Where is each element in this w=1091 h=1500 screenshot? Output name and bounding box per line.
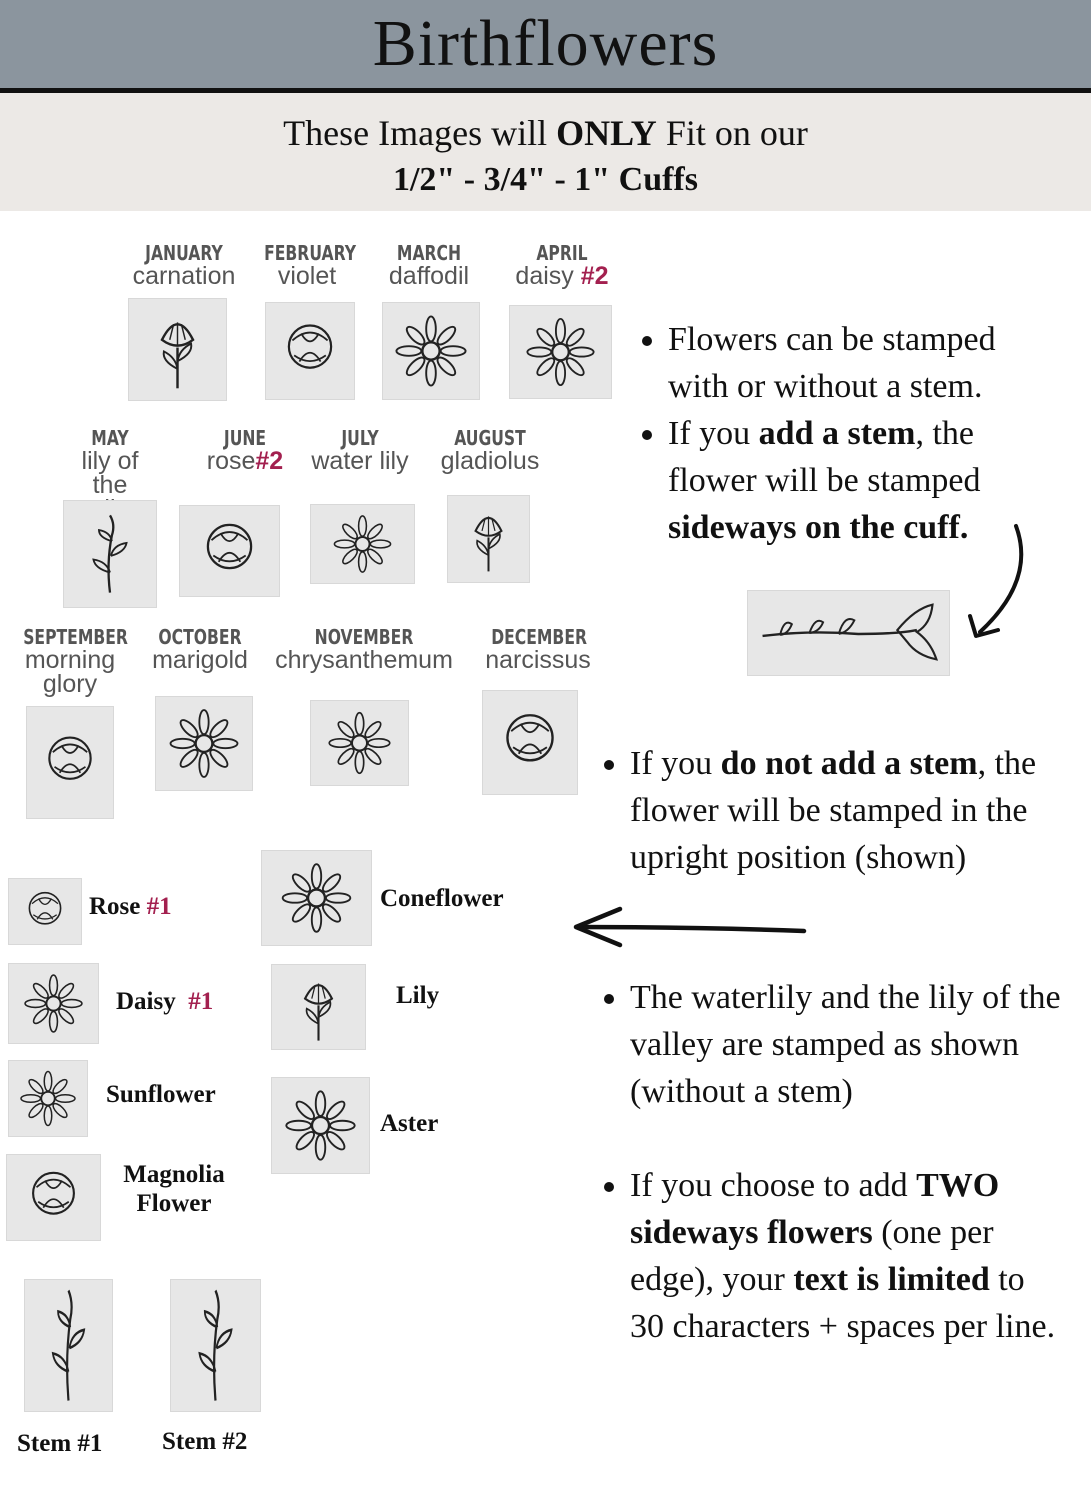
flower-name: chrysanthemum	[275, 646, 453, 674]
stem-icon	[24, 1279, 113, 1412]
notes-no-stem	[592, 740, 1078, 881]
violet-icon	[265, 302, 355, 400]
month-name: DECEMBER	[491, 625, 587, 649]
extra-label-daisy	[116, 988, 213, 1016]
note-text-limit	[630, 1162, 1062, 1350]
month-label-february	[252, 242, 362, 288]
month-name: SEPTEMBER	[23, 625, 128, 649]
coneflower-icon	[261, 850, 372, 946]
rose-icon	[179, 505, 280, 597]
month-name: MAY	[91, 426, 129, 450]
subtitle-text: Fit on our	[656, 113, 808, 153]
variant-number: #2	[255, 447, 284, 475]
note-stem-optional: • Flowers can be stamped with or without a stem.	[668, 316, 1050, 410]
note-emphasis: add a stem	[758, 415, 916, 452]
daffodil-icon	[382, 302, 480, 400]
notes-exceptions	[592, 974, 1062, 1115]
stem-icon	[170, 1279, 261, 1412]
month-label-july	[302, 427, 418, 473]
left-arrow-icon	[566, 905, 811, 949]
sunflower-icon	[8, 1060, 88, 1137]
note-emphasis: sideways on the cuff.	[668, 509, 969, 546]
month-name: OCTOBER	[158, 625, 242, 649]
note-text: If you	[668, 415, 759, 452]
daisy-icon	[509, 305, 612, 399]
month-label-august	[432, 427, 548, 473]
flower-name: lily of the	[81, 447, 139, 499]
flower-name: violet	[277, 262, 337, 290]
page-title: Birthflowers	[372, 7, 719, 80]
extra-text: Rose	[89, 893, 141, 920]
month-label-june	[190, 427, 300, 473]
water-lily-icon	[310, 504, 415, 584]
month-label-november	[266, 626, 462, 672]
magnolia-icon	[6, 1154, 101, 1241]
note-waterlily-lily: • The waterlily and the lily of the valley are stamped as shown (without a stem)	[630, 974, 1062, 1115]
month-name: JANUARY	[145, 241, 223, 265]
extra-label-rose	[89, 893, 172, 921]
notes-stem	[630, 316, 1050, 551]
subtitle-text: These Images will	[283, 113, 557, 153]
month-name: APRIL	[536, 241, 588, 265]
notes-two-flowers	[592, 1162, 1062, 1350]
flower-name: gladiolus	[440, 447, 540, 475]
chrysanthemum-icon	[310, 700, 409, 786]
subtitle-emphasis: ONLY	[556, 113, 657, 153]
month-label-september	[10, 626, 130, 696]
extra-text: Daisy	[116, 988, 176, 1015]
note-text: to 30 characters + spaces per line.	[630, 1261, 1056, 1345]
daisy-icon	[8, 963, 99, 1044]
marigold-icon	[155, 696, 253, 791]
extra-label-coneflower: Coneflower	[380, 885, 504, 912]
month-label-april	[500, 242, 624, 288]
subtitle-line-1	[0, 93, 1091, 155]
flower-text: rose	[206, 447, 256, 475]
month-name: AUGUST	[454, 426, 526, 450]
carnation-icon	[128, 298, 227, 401]
gladiolus-icon	[447, 495, 530, 583]
note-text: If you	[630, 745, 721, 782]
month-name: NOVEMBER	[314, 625, 414, 649]
morning-glory-icon	[26, 706, 114, 819]
header-banner	[0, 0, 1091, 93]
month-name: MARCH	[396, 241, 462, 265]
lily-of-the-valley-icon	[63, 500, 157, 608]
variant-number: #2	[580, 262, 609, 290]
rose-icon	[8, 878, 82, 945]
sideways-stem-example-image	[747, 590, 950, 676]
month-name: JUNE	[223, 426, 267, 450]
subtitle-banner	[0, 93, 1091, 211]
month-name: JULY	[341, 426, 379, 450]
lily-icon	[271, 964, 366, 1050]
extra-label-sunflower: Sunflower	[106, 1081, 216, 1108]
aster-icon	[271, 1077, 370, 1174]
note-text: , the flower will be stamped	[668, 415, 981, 499]
note-emphasis: TWO sideways flowers	[630, 1167, 1000, 1251]
flower-name: marigold	[152, 646, 248, 674]
month-name: FEBRUARY	[264, 241, 357, 265]
stem-label-1: Stem #1	[17, 1430, 103, 1457]
month-label-march	[374, 242, 484, 288]
flower-name: water lily	[311, 447, 409, 475]
flower-name	[500, 264, 624, 288]
flower-name: narcissus	[485, 646, 591, 674]
note-emphasis: text is limited	[793, 1261, 990, 1298]
month-label-december	[478, 626, 598, 672]
stem-label-2: Stem #2	[162, 1428, 248, 1455]
flower-name: daffodil	[388, 262, 470, 290]
curved-arrow-icon	[960, 520, 1040, 645]
month-label-october	[140, 626, 260, 672]
flower-name	[190, 449, 300, 473]
note-upright	[630, 740, 1078, 881]
flower-text: daisy	[515, 262, 574, 290]
flower-name: carnation	[132, 262, 236, 290]
flower-name: morning glory	[24, 646, 116, 698]
note-emphasis: do not add a stem	[720, 745, 978, 782]
note-text: (one per edge), your	[630, 1214, 994, 1298]
subtitle-line-2: 1/2" - 3/4" - 1" Cuffs	[392, 161, 698, 198]
extra-label-magnolia: Magnolia Flower	[123, 1161, 225, 1217]
narcissus-icon	[482, 690, 578, 795]
variant-number: #1	[188, 988, 214, 1015]
extra-label-aster: Aster	[380, 1110, 439, 1137]
month-label-january	[124, 242, 244, 288]
note-text: If you choose to add	[630, 1167, 917, 1204]
extra-label-lily: Lily	[396, 982, 440, 1009]
variant-number: #1	[146, 893, 172, 920]
note-text: , the flower will be stamped in the upright position (shown)	[630, 745, 1037, 876]
